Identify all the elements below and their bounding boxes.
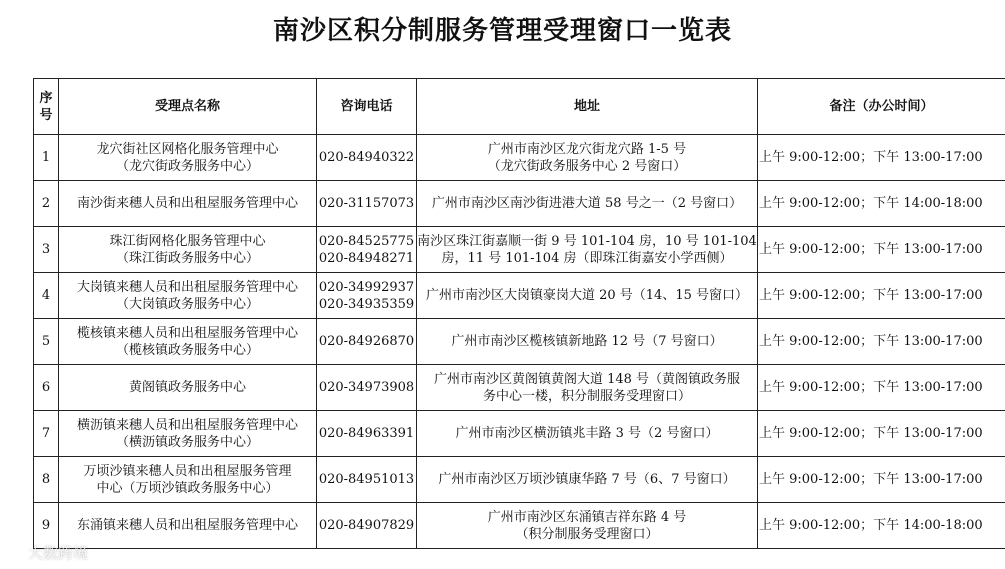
cell-note: 上午 9:00-12:00；下午 14:00-18:00 bbox=[758, 503, 1005, 549]
cell-address bbox=[417, 365, 758, 411]
phone-line: 020-84963391 bbox=[318, 426, 415, 441]
phone-line: 020-84951013 bbox=[318, 472, 415, 487]
cell-note: 上午 9:00-12:00；下午 13:00-17:00 bbox=[758, 411, 1005, 457]
cell-name bbox=[59, 319, 317, 365]
address-line: （龙穴街政务服务中心 2 号窗口） bbox=[487, 158, 687, 174]
service-window-table bbox=[33, 78, 1005, 549]
name-line: 南沙街来穗人员和出租屋服务管理中心 bbox=[76, 196, 298, 211]
header-no-label: 序号 bbox=[39, 90, 53, 123]
cell-note: 上午 9:00-12:00；下午 13:00-17:00 bbox=[758, 273, 1005, 319]
cell-phone bbox=[317, 457, 417, 503]
address-line: 广州市南沙区南沙街进港大道 58 号之一（2 号窗口） bbox=[431, 196, 743, 211]
address-line: 务中心一楼，积分制服务受理窗口） bbox=[482, 388, 691, 404]
address-line: 广州市南沙区横沥镇兆丰路 3 号（2 号窗口） bbox=[455, 426, 719, 441]
name-line: 中心（万顷沙镇政务服务中心） bbox=[96, 480, 279, 496]
cell-phone bbox=[317, 503, 417, 549]
name-line: 珠江街网格化服务管理中心 bbox=[109, 233, 266, 249]
cell-phone bbox=[317, 319, 417, 365]
phone-line: 020-84940322 bbox=[318, 150, 415, 165]
phone-line: 020-84926870 bbox=[318, 334, 415, 349]
table-row bbox=[34, 411, 1005, 457]
cell-note: 上午 9:00-12:00；下午 13:00-17:00 bbox=[758, 365, 1005, 411]
phone-line: 020-34992937 bbox=[318, 279, 415, 295]
cell-address bbox=[417, 411, 758, 457]
cell-phone bbox=[317, 135, 417, 181]
table-header-row bbox=[34, 79, 1005, 135]
cell-no: 8 bbox=[34, 457, 59, 503]
table-row bbox=[34, 273, 1005, 319]
table-row bbox=[34, 135, 1005, 181]
table-row bbox=[34, 227, 1005, 273]
header-name: 受理点名称 bbox=[59, 79, 317, 135]
name-line: （横沥镇政务服务中心） bbox=[115, 434, 259, 450]
header-address: 地址 bbox=[417, 79, 758, 135]
table-row bbox=[34, 319, 1005, 365]
name-line: 榄核镇来穗人员和出租屋服务管理中心 bbox=[76, 325, 298, 341]
name-line: 黄阁镇政务服务中心 bbox=[128, 380, 246, 395]
cell-note: 上午 9:00-12:00；下午 13:00-17:00 bbox=[758, 135, 1005, 181]
cell-note: 上午 9:00-12:00；下午 13:00-17:00 bbox=[758, 457, 1005, 503]
cell-address bbox=[417, 135, 758, 181]
cell-address bbox=[417, 457, 758, 503]
table-body bbox=[34, 135, 1005, 549]
cell-note: 上午 9:00-12:00；下午 13:00-17:00 bbox=[758, 319, 1005, 365]
cell-no: 7 bbox=[34, 411, 59, 457]
header-phone: 咨询电话 bbox=[317, 79, 417, 135]
phone-line: 020-34973908 bbox=[318, 380, 415, 395]
address-line: 房，11 号 101-104 房（即珠江街嘉安小学西侧） bbox=[441, 250, 733, 266]
name-line: 龙穴街社区网格化服务管理中心 bbox=[96, 141, 279, 157]
cell-no: 1 bbox=[34, 135, 59, 181]
phone-line: 020-84907829 bbox=[318, 518, 415, 533]
cell-name bbox=[59, 181, 317, 227]
address-line: 广州市南沙区万顷沙镇康华路 7 号（6、7 号窗口） bbox=[438, 472, 736, 487]
cell-name bbox=[59, 503, 317, 549]
phone-line: 020-31157073 bbox=[318, 196, 415, 211]
address-line: 广州市南沙区东涌镇吉祥东路 4 号 bbox=[487, 509, 687, 525]
cell-phone bbox=[317, 181, 417, 227]
name-line: （榄核镇政务服务中心） bbox=[115, 342, 259, 358]
address-line: 广州市南沙区大岗镇豪岗大道 20 号（14、15 号窗口） bbox=[425, 288, 749, 303]
cell-phone bbox=[317, 365, 417, 411]
header-no bbox=[34, 79, 59, 135]
name-line: （龙穴街政务服务中心） bbox=[115, 158, 259, 174]
table-row bbox=[34, 503, 1005, 549]
cell-name bbox=[59, 457, 317, 503]
page-title: 南沙区积分制服务管理受理窗口一览表 bbox=[272, 16, 732, 46]
cell-address bbox=[417, 503, 758, 549]
table-row bbox=[34, 365, 1005, 411]
table-row bbox=[34, 181, 1005, 227]
cell-phone bbox=[317, 273, 417, 319]
cell-phone bbox=[317, 227, 417, 273]
address-line: （积分制服务受理窗口） bbox=[515, 526, 659, 542]
phone-line: 020-34935359 bbox=[318, 296, 415, 312]
cell-no: 4 bbox=[34, 273, 59, 319]
cell-address bbox=[417, 273, 758, 319]
table-row bbox=[34, 457, 1005, 503]
phone-line: 020-84525775 bbox=[318, 233, 415, 249]
name-line: 大岗镇来穗人员和出租屋服务管理中心 bbox=[76, 279, 298, 295]
cell-name bbox=[59, 227, 317, 273]
cell-name bbox=[59, 411, 317, 457]
brand-logo-icon bbox=[8, 545, 24, 561]
cell-no: 9 bbox=[34, 503, 59, 549]
name-line: （大岗镇政务服务中心） bbox=[115, 296, 259, 312]
cell-address bbox=[417, 181, 758, 227]
cell-name bbox=[59, 273, 317, 319]
name-line: （珠江街政务服务中心） bbox=[115, 250, 259, 266]
cell-no: 3 bbox=[34, 227, 59, 273]
phone-line: 020-84948271 bbox=[318, 250, 415, 266]
cell-no: 5 bbox=[34, 319, 59, 365]
cell-phone bbox=[317, 411, 417, 457]
name-line: 万顷沙镇来穗人员和出租屋服务管理 bbox=[83, 463, 292, 479]
address-line: 广州市南沙区龙穴街龙穴路 1-5 号 bbox=[487, 141, 687, 157]
name-line: 东涌镇来穗人员和出租屋服务管理中心 bbox=[76, 518, 298, 533]
address-line: 南沙区珠江街嘉顺一街 9 号 101-104 房，10 号 101-104 bbox=[417, 233, 757, 249]
cell-no: 2 bbox=[34, 181, 59, 227]
cell-name bbox=[59, 365, 317, 411]
cell-address bbox=[417, 319, 758, 365]
cell-name bbox=[59, 135, 317, 181]
cell-note: 上午 9:00-12:00；下午 14:00-18:00 bbox=[758, 181, 1005, 227]
header-note: 备注（办公时间） bbox=[758, 79, 1005, 135]
watermark bbox=[8, 542, 88, 563]
cell-no: 6 bbox=[34, 365, 59, 411]
address-line: 广州市南沙区黄阁镇黄阁大道 148 号（黄阁镇政务服 bbox=[433, 371, 741, 387]
cell-address bbox=[417, 227, 758, 273]
address-line: 广州市南沙区榄核镇新地路 12 号（7 号窗口） bbox=[451, 334, 723, 349]
cell-note: 上午 9:00-12:00；下午 13:00-17:00 bbox=[758, 227, 1005, 273]
watermark-text: 大数跨境 bbox=[28, 544, 89, 562]
name-line: 横沥镇来穗人员和出租屋服务管理中心 bbox=[76, 417, 298, 433]
